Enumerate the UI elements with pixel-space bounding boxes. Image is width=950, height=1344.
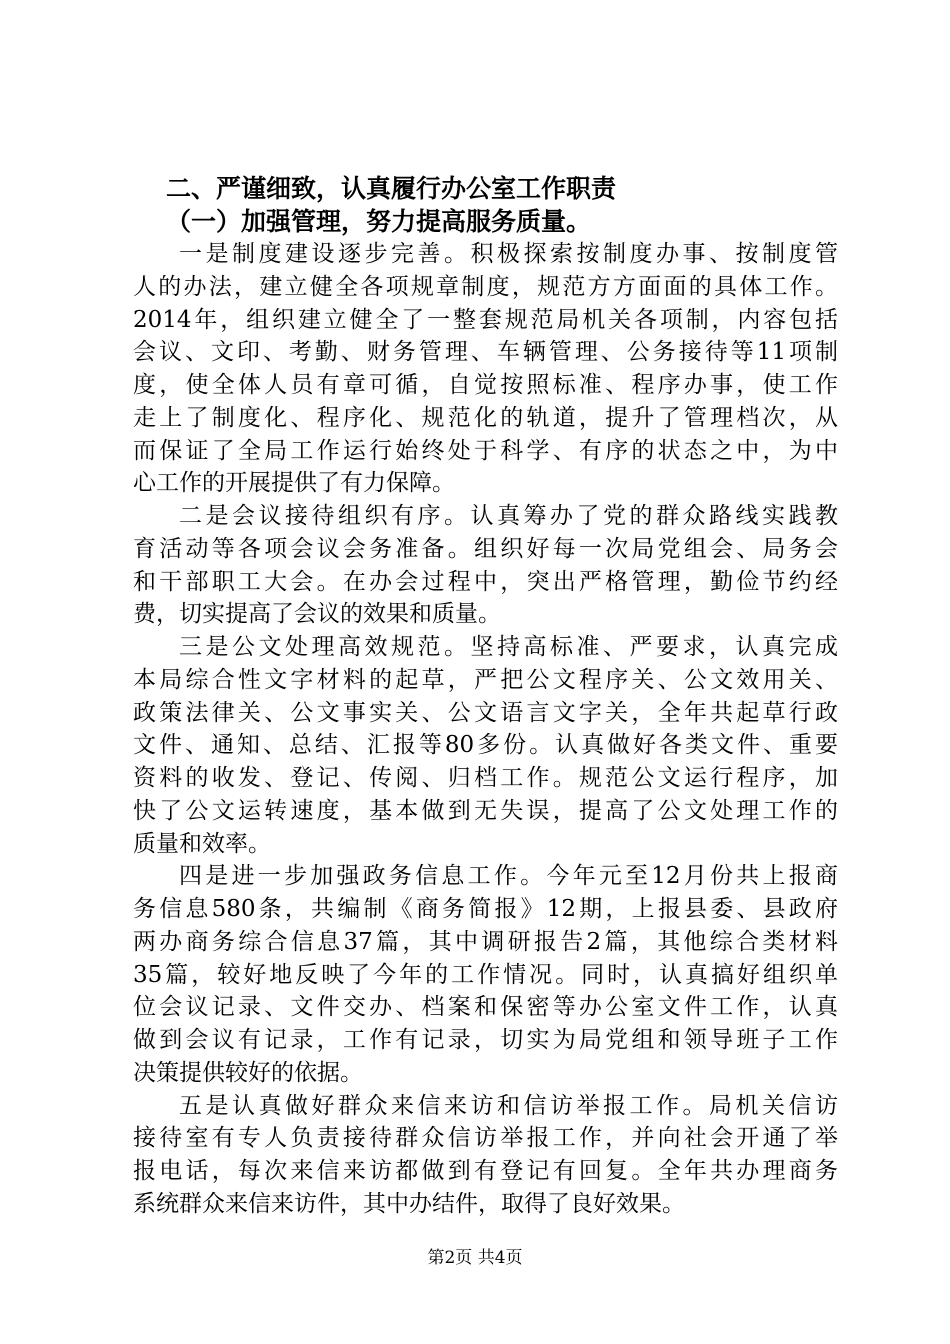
paragraph-line: 两办商务综合信息37篇，其中调研报告2篇，其他综合类材料 — [133, 928, 838, 955]
paragraph-line: 做到会议有记录，工作有记录，切实为局党组和领导班子工作 — [133, 1027, 838, 1053]
paragraph-line: 报电话，每次来信来访都做到有登记有回复。全年共办理商务 — [133, 1158, 838, 1184]
paragraph-line: 度，使全体人员有章可循，自觉按照标准、程序办事，使工作 — [133, 372, 838, 398]
paragraph-line: 五是认真做好群众来信来访和信访举报工作。局机关信访 — [179, 1092, 838, 1119]
paragraph-line: 走上了制度化、程序化、规范化的轨道，提升了管理档次，从 — [133, 404, 838, 431]
paragraph-line: 2014年，组织建立健全了一整套规范局机关各项制，内容包括 — [133, 306, 838, 333]
section-heading: 二、严谨细致，认真履行办公室工作职责 — [166, 174, 617, 203]
paragraph-line: 而保证了全局工作运行始终处于科学、有序的状态之中，为中 — [133, 437, 838, 464]
paragraph — [133, 238, 838, 500]
subsection-heading: （一）加强管理，努力提高服务质量。 — [166, 207, 592, 236]
paragraph-line: 费，切实提高了会议的效果和质量。 — [133, 601, 501, 628]
paragraph — [133, 1090, 838, 1221]
paragraph — [133, 860, 838, 1089]
paragraph-line: 决策提供较好的依据。 — [133, 1059, 363, 1086]
paragraph-line: 文件、通知、总结、汇报等80多份。认真做好各类文件、重要 — [133, 732, 838, 759]
document-body — [133, 172, 838, 1221]
paragraph-line: 务信息580条，共编制《商务简报》12期，上报县委、县政府 — [133, 896, 838, 922]
paragraph-line: 接待室有专人负责接待群众信访举报工作，并向社会开通了举 — [133, 1125, 838, 1152]
paragraph-line: 一是制度建设逐步完善。积极探索按制度办事、按制度管 — [179, 241, 838, 267]
page-number-footer: 第2页 共4页 — [427, 1248, 523, 1268]
paragraph-line: 心工作的开展提供了有力保障。 — [133, 470, 455, 497]
paragraph-line: 资料的收发、登记、传阅、归档工作。规范公文运行程序，加 — [133, 765, 838, 791]
paragraph-line: 二是会议接待组织有序。认真筹办了党的群众路线实践教 — [179, 503, 838, 529]
paragraph-line: 本局综合性文字材料的起草，严把公文程序关、公文效用关、 — [133, 666, 838, 693]
paragraph-line: 育活动等各项会议会务准备。组织好每一次局党组会、局务会 — [133, 535, 838, 562]
paragraph-line: 三是公文处理高效规范。坚持高标准、严要求，认真完成 — [179, 634, 838, 660]
paragraph-line: 质量和效率。 — [133, 830, 271, 857]
paragraph-line: 35篇，较好地反映了今年的工作情况。同时，认真搞好组织单 — [133, 961, 838, 988]
paragraph-line: 系统群众来信来访件，其中办结件，取得了良好效果。 — [133, 1190, 685, 1217]
paragraph-line: 会议、文印、考勤、财务管理、车辆管理、公务接待等11项制 — [133, 339, 838, 366]
paragraph-line: 政策法律关、公文事实关、公文语言文字关，全年共起草行政 — [133, 699, 838, 726]
paragraph-line: 和干部职工大会。在办会过程中，突出严格管理，勤俭节约经 — [133, 568, 838, 595]
paragraph — [133, 631, 838, 860]
paragraph — [133, 500, 838, 631]
paragraph-line: 四是进一步加强政务信息工作。今年元至12月份共上报商 — [179, 863, 838, 890]
paragraph-line: 人的办法，建立健全各项规章制度，规范方方面面的具体工作。 — [133, 273, 838, 300]
paragraph-list — [133, 238, 838, 1221]
paragraph-line: 位会议记录、文件交办、档案和保密等办公室文件工作，认真 — [133, 994, 838, 1021]
paragraph-line: 快了公文运转速度，基本做到无失误，提高了公文处理工作的 — [133, 797, 838, 824]
